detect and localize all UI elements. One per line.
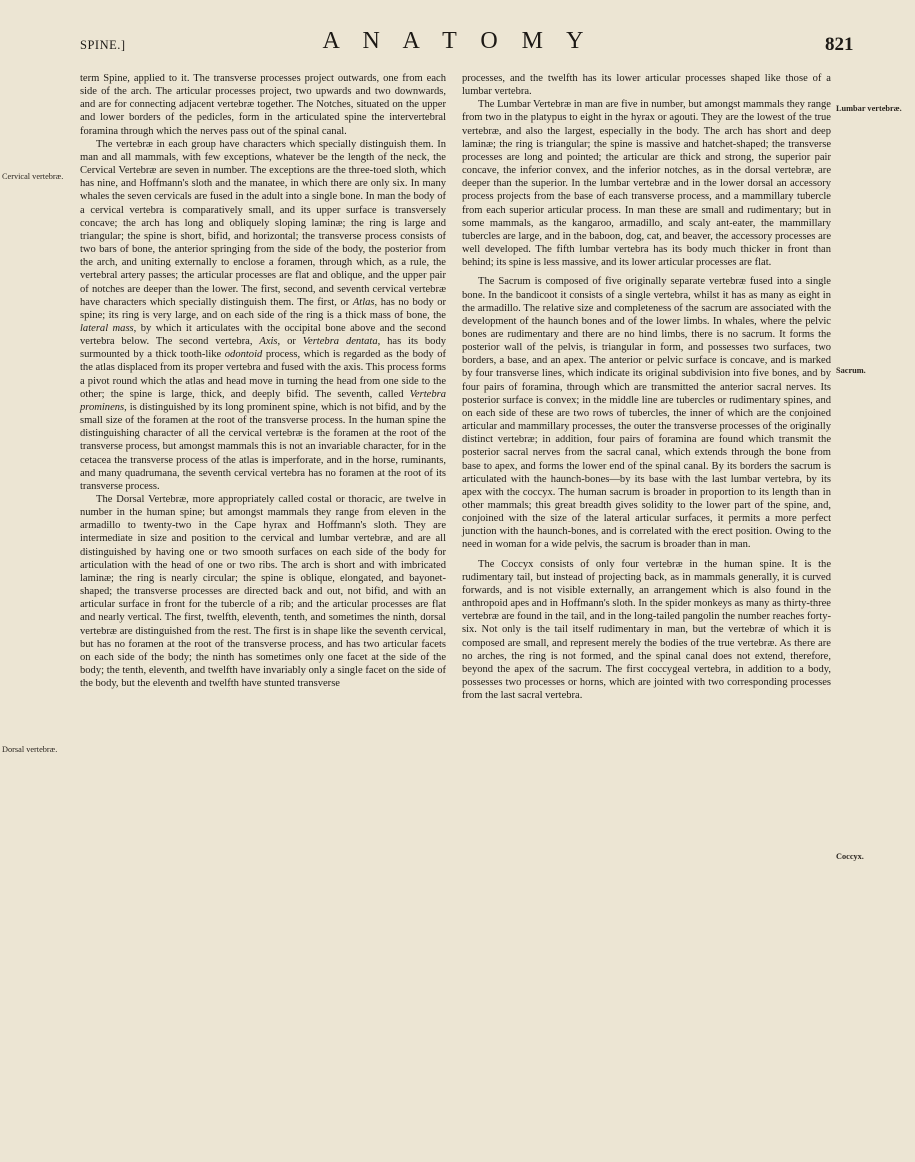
paragraph-lumbar-vertebrae: The Lumbar Vertebræ in man are five in number, but amongst mammals they range from two in the platypus to eight in the hyrax or agouti. They are the lowest of the true vertebræ, and also the largest, especially in the body. The arch has short and deep laminæ; the ring is triangular; the spine is massive and hatchet-shaped; the transverse processes are long and pointed; the articular are thick and strong, the superior pair concave, the inferior convex, and the inferior notches, as in the dorsal vertebræ, are deeper than the superior. In the lumbar vertebræ and in the lower dorsal an accessory process projects from the base of each transverse process, and a mammillary tubercle from each superior articular process. In man these are small and rudimentary; but in some mammals, as the kangaroo, armadillo, and scaly ant-eater, the mammillary tubercles are large, and in the baboon, dog, cat, and beaver, the accessory processes are well developed. The fifth lumbar vertebra has its body much thicker in front than behind; its spine is less massive, and its lower articular processes are flat.	[462, 99, 831, 269]
paragraph-cervical-vertebrae: The vertebræ in each group have characters which specially distinguish them. In man and all mammals, with few exceptions, whatever be the length of the neck, the Cervical Vertebræ are seven in number. The exceptions are the three-toed sloth, which has nine, and Hoffmann's sloth and the manatee, in which there are only six. In many whales the seven cervicals are fused in the adult into a single bone. In man the body of a cervical vertebra is comparatively small, and its upper surface is transversely concave; the arch has long and obliquely sloping laminæ; the ring is large and triangular; the spine is short, bifid, and horizontal; the transverse process consists of two bars of bone, the anterior springing from the side of the body, the posterior from the arch, and uniting externally to enclose a foramen, through which, as a rule, the vertebral artery passes; the articular processes are flat and oblique, and the upper pair of notches are deeper than the lower. The first, second, and seventh cervical vertebræ have characters which specially distinguish them. The first, or Atlas, has no body or spine; its ring is very large, and on each side of the ring is a thick mass of bone, the lateral mass, by which it articulates with the occipital bone above and the second vertebra below. The second vertebra, Axis, or Vertebra dentata, has its body surmounted by a thick tooth-like odontoid process, which is regarded as the body of the atlas displaced from its proper vertebra and fused with the axis. This process forms a pivot round which the atlas and head move in turning the head from one side to the other; the spine is large, thick, and deeply bifid. The seventh, called Vertebra prominens, is distinguished by its long prominent spine, which is not bifid, and by the small size of the foramen at the root of the transverse process. In the human spine the distinguishing character of all the cervical vertebræ is the foramen at the root of the transverse process, but amongst mammals this is not an invariable character, for in the cetacea the transverse process of the atlas is imperforate, and in the horse, ruminants, and many quadrumana, the seventh cervical vertebra has no foramen at the root of its transverse process.	[80, 138, 447, 492]
term-vertebra-dentata: Vertebra dentata	[302, 336, 378, 348]
paragraph-sacrum: The Sacrum is composed of five originally separate vertebræ fused into a single bone. In the bandicoot it consists of a single vertebra, whilst it has as many as eight in the armadillo. The relative size and completeness of the sacrum are associated with the development of the haunch bones and of the lower limbs. In whales, where the pelvic bones are rudimentary and there are no hind limbs, there is no sacrum. It forms the posterior wall of the pelvis, is triangular in form, and possesses two surfaces, two borders, a base, and an apex. The anterior or pelvic surface is concave, and is marked by four transverse lines, which indicate its original subdivision into five bones, and by four pairs of foramina, through which are transmitted the anterior sacral nerves. Its posterior surface is convex; in the middle line are tubercles or rudimentary spines, and on each side of these are two rows of tubercles, the inner of which are the conjoined articular and mammillary processes, the outer the transverse processes of the originally distinct vertebræ; in addition, four pairs of foramina are found which transmit the posterior sacral nerves from the sacral canal, which extends through the bone from base to apex, and forms the lower end of the spinal canal. By its borders the sacrum is articulated with the haunch-bones—by its base with the last lumbar vertebra, by its apex with the coccyx. The human sacrum is broader in proportion to its length than in other mammals; this great breadth gives solidity to the lower part of the spine, and, conjoined with the size of the lateral articular surfaces, it permits a more perfect junction with the haunch-bones, and is correlated with the erect position. Owing to the need in woman for a wide pelvis, the sacrum is broader than in man.	[462, 276, 831, 551]
margin-note-lumbar: Lumbar vertebræ.	[836, 104, 902, 113]
page-number: 821	[825, 34, 854, 55]
right-column	[462, 72, 831, 702]
term-lateral-mass: lateral mass	[80, 322, 134, 334]
term-atlas: Atlas	[352, 296, 375, 308]
margin-note-sacrum: Sacrum.	[836, 366, 866, 375]
running-head	[0, 28, 915, 64]
margin-note-coccyx: Coccyx.	[836, 852, 864, 861]
paragraph-dorsal-vertebrae: The Dorsal Vertebræ, more appropriately called costal or thoracic, are twelve in number in the human spine; but amongst mammals they range from eleven in the armadillo to twenty-two in the Cape hyrax and Hoffmann's sloth. They are intermediate in size and position to the cervical and lumbar vertebræ, and are all distinguished by having one or two smooth surfaces on each side of the body for articulation with the head of one or two ribs. The arch is short and with imbricated laminæ; the ring is nearly circular; the spine is oblique, elongated, and bayonet-shaped; the transverse processes are directed back and out, not bifid, and with an articular surface in front for the tubercle of a rib; and the articular processes are flat and nearly vertical. The first, twelfth, eleventh, tenth, and sometimes the ninth, dorsal vertebræ are distinguished from the rest. The first is in shape like the seventh cervical, but has no foramen at the root of the transverse process, and has two articular facets on each side of the body; the ninth has sometimes only one facet at the side of the body; the tenth, eleventh, and twelfth have invariably only a single facet on the side of the body, but the eleventh and twelfth have stunted transverse	[80, 494, 446, 690]
term-axis: Axis	[259, 336, 278, 348]
page-title: A N A T O M Y	[322, 28, 593, 54]
section-label: SPINE.]	[80, 38, 126, 52]
paragraph-dorsal-continued: processes, and the twelfth has its lower articular processes shaped like those of a lumbar vertebra.	[462, 73, 831, 98]
margin-note-dorsal: Dorsal vertebræ.	[2, 745, 58, 754]
term-odontoid: odontoid	[224, 349, 263, 361]
term-vertebra-prominens: Vertebra prominens	[80, 388, 446, 413]
paragraph-coccyx: The Coccyx consists of only four vertebræ in the human spine. It is the rudimentary tail, but instead of projecting back, as in mammals generally, it is curved forwards, and is not visible externally, an arrangement which is also found in the anthropoid apes and in Hoffmann's sloth. In the spider monkeys as many as thirty-three vertebræ are found in the tail, and in the long-tailed pangolin the number reaches forty-six. Not only is the tail itself rudimentary in man, but the vertebræ of which it is composed are small, and represent merely the bodies of the true vertebræ. As there are no arches, the ring is not formed, and the spinal canal does not extend, therefore, beyond the apex of the sacrum. The first coccygeal vertebra, in addition to a body, possesses two processes or horns, which are jointed with two corresponding processes from the last sacral vertebra.	[462, 558, 831, 702]
margin-note-cervical: Cervical vertebræ.	[2, 172, 64, 181]
paragraph-spine-processes: term Spine, applied to it. The transverse processes project outwards, one from each side of the arch. The articular processes project, two upwards and two downwards, and are for connecting adjacent vertebræ together. The Notches, situated on the upper and lower borders of the pedicles, form in the articulated spine the intervertebral foramina through which the nerves pass out of the spinal canal.	[80, 73, 446, 137]
left-column	[80, 72, 446, 690]
